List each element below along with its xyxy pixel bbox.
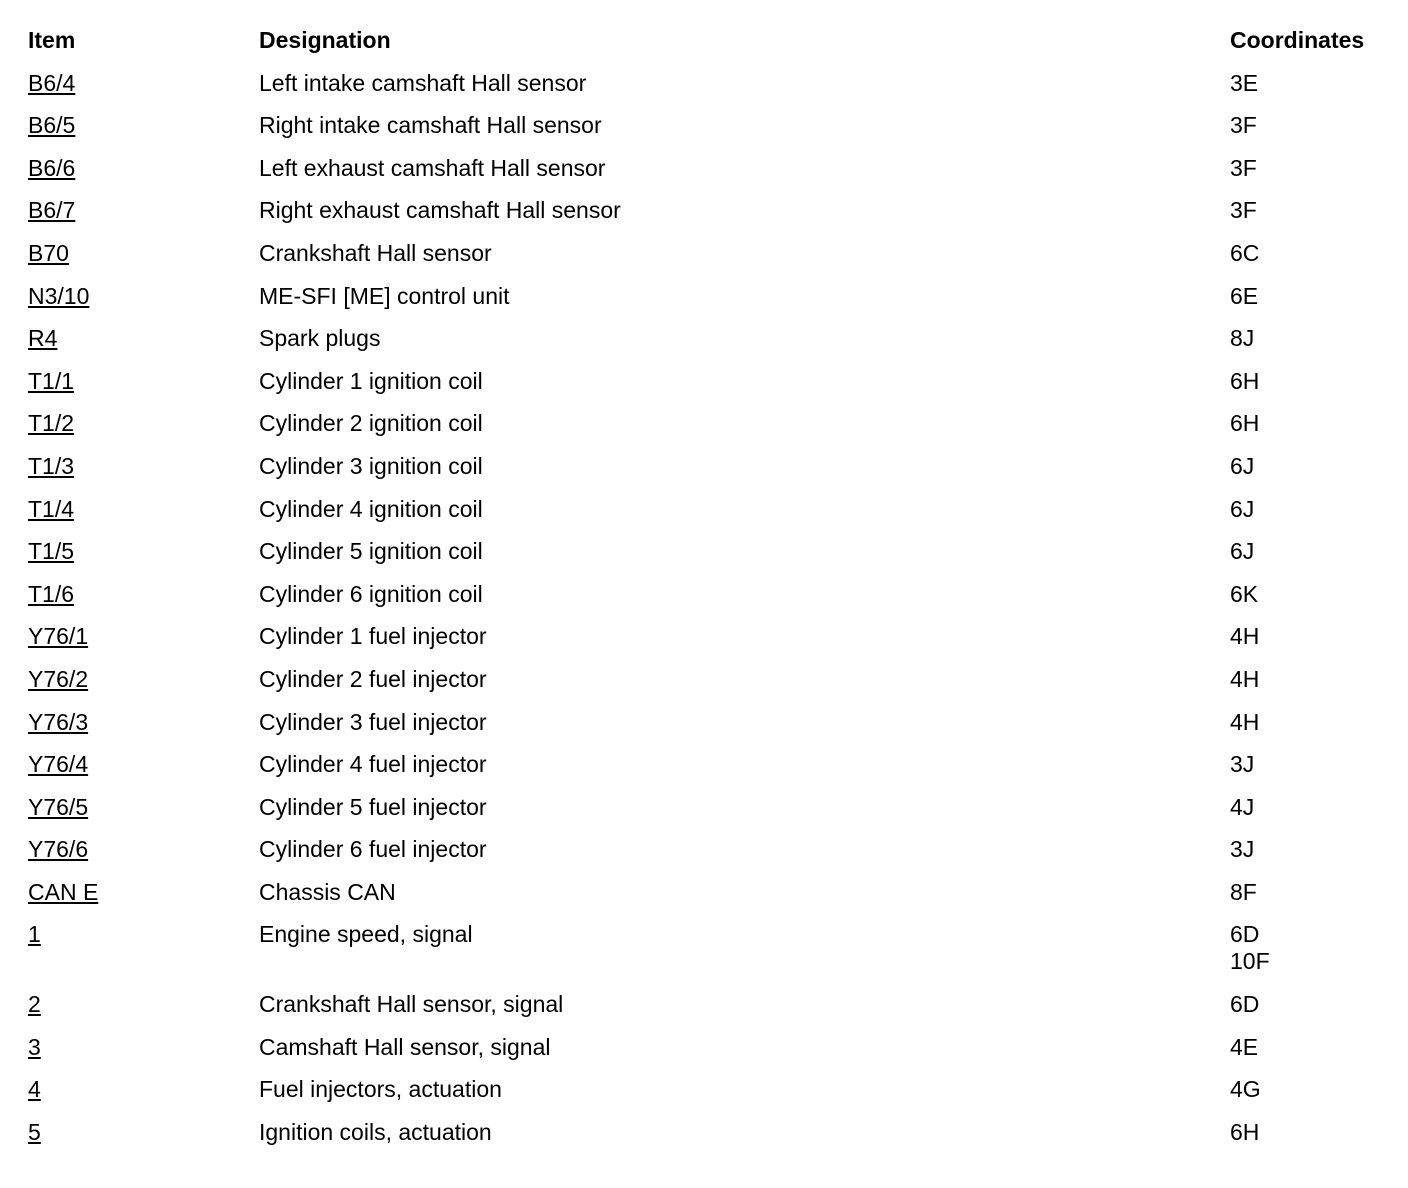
coordinates-cell xyxy=(1230,155,1400,182)
table-body xyxy=(28,67,1400,1159)
table-row xyxy=(28,407,1400,450)
designation-cell: Cylinder 6 fuel injector xyxy=(259,836,487,863)
item-cell xyxy=(28,1034,259,1061)
item-link[interactable]: B70 xyxy=(28,239,69,266)
coordinates-cell xyxy=(1230,794,1400,821)
coordinate-value: 3F xyxy=(1230,197,1257,224)
column-header-designation: Designation xyxy=(259,27,391,53)
coordinate-value: 3F xyxy=(1230,154,1257,181)
coordinates-cell xyxy=(1230,1034,1400,1061)
coordinates-cell xyxy=(1230,623,1400,650)
coordinate-value: 4H xyxy=(1230,708,1260,735)
coordinate-value: 4J xyxy=(1230,793,1255,820)
item-cell xyxy=(28,1119,259,1146)
table-row xyxy=(28,535,1400,578)
item-link[interactable]: B6/6 xyxy=(28,154,76,181)
item-cell xyxy=(28,112,259,139)
table-row xyxy=(28,152,1400,195)
coordinate-value: 4H xyxy=(1230,623,1260,650)
coordinates-cell xyxy=(1230,709,1400,736)
coordinate-value: 6H xyxy=(1230,367,1260,394)
table-row xyxy=(28,706,1400,749)
designation-cell: Fuel injectors, actuation xyxy=(259,1076,502,1103)
designation-cell: Cylinder 5 ignition coil xyxy=(259,538,483,565)
table-row xyxy=(28,493,1400,536)
item-cell xyxy=(28,410,259,437)
coordinate-value: 8J xyxy=(1230,325,1255,352)
designation-cell: Left exhaust camshaft Hall sensor xyxy=(259,154,606,181)
item-cell xyxy=(28,155,259,182)
coordinate-value: 4H xyxy=(1230,665,1260,692)
coordinates-cell xyxy=(1230,240,1400,267)
item-cell xyxy=(28,197,259,224)
table-row xyxy=(28,67,1400,110)
coordinates-cell xyxy=(1230,666,1400,693)
coordinates-cell xyxy=(1230,368,1400,395)
designation-cell: Chassis CAN xyxy=(259,878,396,905)
item-link[interactable]: Y76/1 xyxy=(28,623,89,650)
item-cell xyxy=(28,794,259,821)
table-row xyxy=(28,450,1400,493)
coordinates-cell xyxy=(1230,70,1400,97)
item-cell xyxy=(28,325,259,352)
coordinate-value: 3J xyxy=(1230,836,1255,863)
coordinate-value: 6D xyxy=(1230,991,1260,1018)
table-row xyxy=(28,1073,1400,1116)
table-row xyxy=(28,109,1400,152)
item-link[interactable]: 5 xyxy=(28,1118,41,1145)
table-row xyxy=(28,322,1400,365)
item-link[interactable]: R4 xyxy=(28,325,58,352)
designation-cell: Cylinder 2 fuel injector xyxy=(259,665,487,692)
designation-cell: Cylinder 1 fuel injector xyxy=(259,623,487,650)
item-cell xyxy=(28,751,259,778)
item-cell xyxy=(28,368,259,395)
table-row xyxy=(28,365,1400,408)
item-link[interactable]: T1/6 xyxy=(28,580,75,607)
coordinates-cell xyxy=(1230,453,1400,480)
item-cell xyxy=(28,836,259,863)
table-row xyxy=(28,748,1400,791)
column-header-item: Item xyxy=(28,27,76,53)
coordinates-cell xyxy=(1230,112,1400,139)
designation-cell: Cylinder 5 fuel injector xyxy=(259,793,487,820)
item-link[interactable]: Y76/4 xyxy=(28,751,89,778)
item-link[interactable]: Y76/6 xyxy=(28,836,89,863)
designation-cell: Spark plugs xyxy=(259,325,381,352)
item-link[interactable]: T1/1 xyxy=(28,367,75,394)
table-row xyxy=(28,237,1400,280)
item-cell xyxy=(28,283,259,310)
designation-cell: ME-SFI [ME] control unit xyxy=(259,282,510,309)
item-cell xyxy=(28,921,259,948)
item-link[interactable]: 1 xyxy=(28,921,41,948)
item-cell xyxy=(28,666,259,693)
item-link[interactable]: T1/5 xyxy=(28,538,75,565)
designation-cell: Left intake camshaft Hall sensor xyxy=(259,69,587,96)
coordinate-value: 4G xyxy=(1230,1076,1261,1103)
item-cell xyxy=(28,70,259,97)
table-row xyxy=(28,791,1400,834)
coordinate-value: 3J xyxy=(1230,751,1255,778)
coordinate-value: 3F xyxy=(1230,112,1257,139)
coordinates-cell xyxy=(1230,836,1400,863)
item-cell xyxy=(28,1076,259,1103)
coordinate-value: 6J xyxy=(1230,452,1255,479)
coordinates-cell xyxy=(1230,879,1400,906)
coordinate-value: 6C xyxy=(1230,239,1260,266)
coordinate-value: 6D xyxy=(1230,921,1260,948)
table-row xyxy=(28,833,1400,876)
coordinate-value: 3E xyxy=(1230,69,1259,96)
item-cell xyxy=(28,991,259,1018)
coordinates-cell xyxy=(1230,410,1400,437)
designation-cell: Cylinder 3 ignition coil xyxy=(259,452,483,479)
coordinate-value: 10F xyxy=(1230,948,1270,975)
table-row xyxy=(28,918,1400,988)
coordinates-cell xyxy=(1230,1076,1400,1103)
designation-cell: Cylinder 4 fuel injector xyxy=(259,751,487,778)
coordinates-cell xyxy=(1230,1119,1400,1146)
coordinate-value: 6J xyxy=(1230,495,1255,522)
item-link[interactable]: 3 xyxy=(28,1033,41,1060)
item-link[interactable]: Y76/3 xyxy=(28,708,89,735)
designation-cell: Cylinder 4 ignition coil xyxy=(259,495,483,522)
coordinates-cell xyxy=(1230,197,1400,224)
coordinate-value: 4E xyxy=(1230,1033,1259,1060)
item-cell xyxy=(28,538,259,565)
coordinates-cell xyxy=(1230,921,1400,975)
coordinates-cell xyxy=(1230,538,1400,565)
item-link[interactable]: T1/4 xyxy=(28,495,75,522)
item-cell xyxy=(28,453,259,480)
designation-cell: Cylinder 1 ignition coil xyxy=(259,367,483,394)
table-row xyxy=(28,280,1400,323)
coordinate-value: 6H xyxy=(1230,1118,1260,1145)
designation-cell: Cylinder 2 ignition coil xyxy=(259,410,483,437)
column-header-coordinates: Coordinates xyxy=(1230,27,1365,53)
item-cell xyxy=(28,879,259,906)
table-row xyxy=(28,620,1400,663)
item-cell xyxy=(28,496,259,523)
item-link[interactable]: Y76/5 xyxy=(28,793,89,820)
coordinate-value: 6J xyxy=(1230,538,1255,565)
item-link[interactable]: Y76/2 xyxy=(28,665,89,692)
table-row xyxy=(28,876,1400,919)
item-link[interactable]: 2 xyxy=(28,991,41,1018)
item-link[interactable]: CAN E xyxy=(28,878,99,905)
coordinate-value: 6E xyxy=(1230,282,1259,309)
designation-cell: Cylinder 3 fuel injector xyxy=(259,708,487,735)
designation-cell: Right exhaust camshaft Hall sensor xyxy=(259,197,621,224)
coordinates-cell xyxy=(1230,325,1400,352)
item-link[interactable]: B6/7 xyxy=(28,197,76,224)
item-link[interactable]: B6/5 xyxy=(28,112,76,139)
item-cell xyxy=(28,709,259,736)
coordinates-cell xyxy=(1230,496,1400,523)
table-row xyxy=(28,194,1400,237)
item-cell xyxy=(28,240,259,267)
coordinates-cell xyxy=(1230,581,1400,608)
table-row xyxy=(28,1116,1400,1159)
item-cell xyxy=(28,623,259,650)
item-link[interactable]: B6/4 xyxy=(28,69,76,96)
item-link[interactable]: T1/3 xyxy=(28,452,75,479)
designation-cell: Cylinder 6 ignition coil xyxy=(259,580,483,607)
designation-cell: Engine speed, signal xyxy=(259,921,473,948)
table-row xyxy=(28,578,1400,621)
coordinates-cell xyxy=(1230,991,1400,1018)
item-link[interactable]: 4 xyxy=(28,1076,41,1103)
coordinate-value: 8F xyxy=(1230,878,1257,905)
table-row xyxy=(28,988,1400,1031)
table-row xyxy=(28,1031,1400,1074)
designation-cell: Crankshaft Hall sensor, signal xyxy=(259,991,564,1018)
coordinate-value: 6H xyxy=(1230,410,1260,437)
table-row xyxy=(28,663,1400,706)
designation-cell: Ignition coils, actuation xyxy=(259,1118,492,1145)
coordinate-value: 6K xyxy=(1230,580,1259,607)
coordinates-cell xyxy=(1230,751,1400,778)
item-link[interactable]: T1/2 xyxy=(28,410,75,437)
coordinates-cell xyxy=(1230,283,1400,310)
item-link[interactable]: N3/10 xyxy=(28,282,90,309)
designation-cell: Right intake camshaft Hall sensor xyxy=(259,112,602,139)
component-legend-table xyxy=(28,24,1400,1158)
item-cell xyxy=(28,581,259,608)
designation-cell: Camshaft Hall sensor, signal xyxy=(259,1033,551,1060)
designation-cell: Crankshaft Hall sensor xyxy=(259,239,492,266)
table-header-row xyxy=(28,24,1400,67)
